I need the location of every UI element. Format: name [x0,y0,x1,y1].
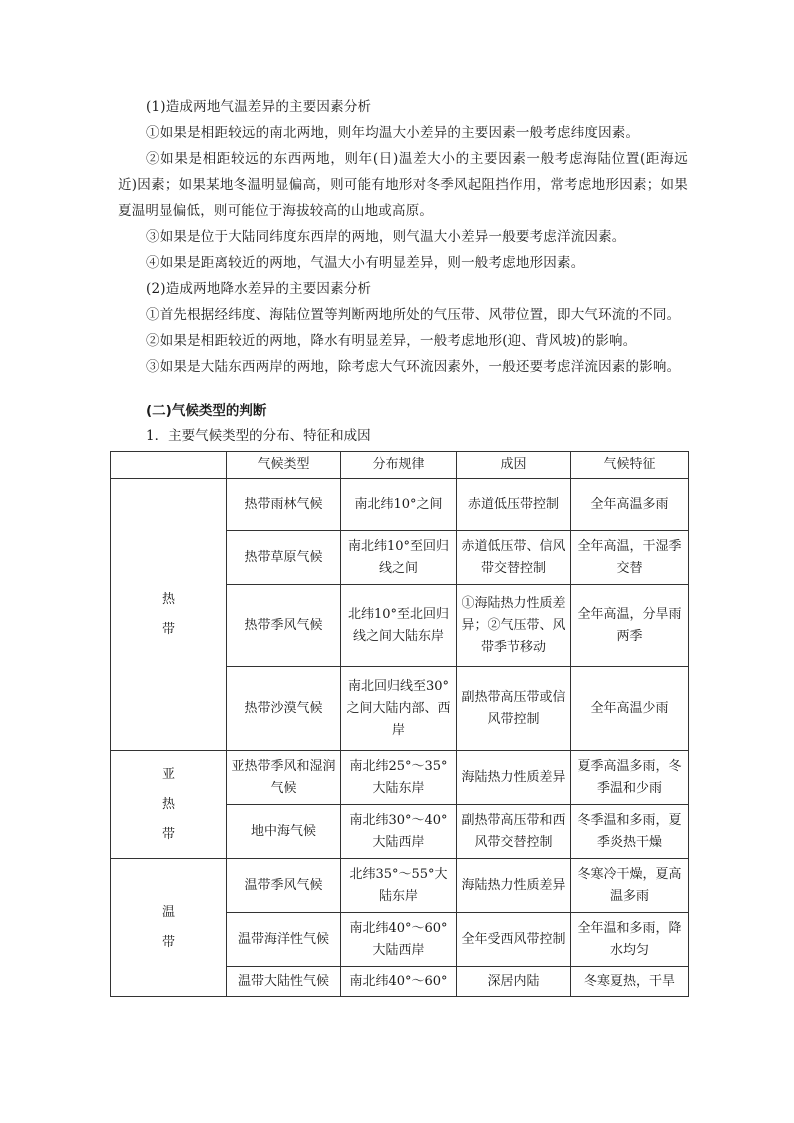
zone-temperate: 温 带 [111,859,227,997]
header-feature: 气候特征 [571,452,689,479]
paragraph-precip-2: ②如果是相距较近的两地，降水有明显差异，一般考虑地形(迎、背风坡)的影响。 [146,333,637,349]
climate-type: 热带雨林气候 [227,479,341,531]
climate-cause: 副热带高压带和西风带交替控制 [457,805,571,859]
climate-distribution: 北纬35°～55°大陆东岸 [341,859,457,913]
climate-cause: 海陆热力性质差异 [457,751,571,805]
zone-tropical: 热 带 [111,479,227,751]
table-row [111,479,689,531]
climate-distribution: 南北纬10°至回归线之间 [341,531,457,585]
climate-type: 温带海洋性气候 [227,913,341,967]
climate-distribution: 南北纬40°～60°大陆西岸 [341,913,457,967]
climate-type: 亚热带季风和湿润气候 [227,751,341,805]
climate-feature: 夏季高温多雨，冬季温和少雨 [571,751,689,805]
sub-title: 1．主要气候类型的分布、特征和成因 [146,428,371,444]
paragraph-temp-3: ③如果是位于大陆同纬度东西岸的两地，则气温大小差异一般要考虑洋流因素。 [146,229,626,245]
header-cause: 成因 [457,452,571,479]
climate-distribution: 北纬10°至北回归线之间大陆东岸 [341,585,457,667]
climate-type: 热带沙漠气候 [227,667,341,751]
climate-cause: 副热带高压带或信风带控制 [457,667,571,751]
heading-precipitation-analysis: (2)造成两地降水差异的主要因素分析 [146,281,372,297]
paragraph-temp-1: ①如果是相距较远的南北两地，则年均温大小差异的主要因素一般考虑纬度因素。 [146,125,640,141]
section-title: (二)气候类型的判断 [146,403,267,419]
climate-type: 地中海气候 [227,805,341,859]
climate-feature: 冬寒夏热，干旱 [571,967,689,997]
climate-type: 温带季风气候 [227,859,341,913]
climate-distribution: 南北纬40°～60° [341,967,457,997]
climate-type: 温带大陆性气候 [227,967,341,997]
climate-cause: ①海陆热力性质差异；②气压带、风带季节移动 [457,585,571,667]
climate-feature: 冬寒冷干燥，夏高温多雨 [571,859,689,913]
climate-cause: 赤道低压带、信风带交替控制 [457,531,571,585]
heading-temperature-analysis: (1)造成两地气温差异的主要因素分析 [146,99,372,115]
climate-cause: 赤道低压带控制 [457,479,571,531]
header-distribution: 分布规律 [341,452,457,479]
climate-type: 热带草原气候 [227,531,341,585]
climate-table [110,451,689,997]
header-zone [111,452,227,479]
table-row [111,751,689,805]
climate-feature: 全年高温，干湿季交替 [571,531,689,585]
climate-distribution: 南北纬30°～40°大陆西岸 [341,805,457,859]
climate-cause: 全年受西风带控制 [457,913,571,967]
table-row [111,859,689,913]
zone-subtropical: 亚 热 带 [111,751,227,859]
paragraph-temp-2: ②如果是相距较远的东西两地，则年(日)温差大小的主要因素一般考虑海陆位置(距海远近)因素；如果某地冬温明显偏高，则可能有地形对冬季风起阻挡作用，常考虑地形因素；如果夏温明显偏低，则可能位于海拔较高的山地或高原。 [118,151,688,219]
climate-distribution: 南北回归线至30°之间大陆内部、西岸 [341,667,457,751]
climate-distribution: 南北纬25°～35°大陆东岸 [341,751,457,805]
climate-cause: 海陆热力性质差异 [457,859,571,913]
climate-feature: 全年高温多雨 [571,479,689,531]
climate-feature: 全年高温，分旱雨两季 [571,585,689,667]
header-type: 气候类型 [227,452,341,479]
climate-cause: 深居内陆 [457,967,571,997]
climate-type: 热带季风气候 [227,585,341,667]
climate-feature: 全年高温少雨 [571,667,689,751]
paragraph-precip-1: ①首先根据经纬度、海陆位置等判断两地所处的气压带、风带位置，即大气环流的不同。 [146,307,681,323]
paragraph-temp-4: ④如果是距离较近的两地，气温大小有明显差异，则一般考虑地形因素。 [146,255,585,271]
paragraph-precip-3: ③如果是大陆东西两岸的两地，除考虑大气环流因素外，一般还要考虑洋流因素的影响。 [146,359,681,375]
climate-feature: 冬季温和多雨，夏季炎热干燥 [571,805,689,859]
climate-distribution: 南北纬10°之间 [341,479,457,531]
table-header-row [111,452,689,479]
climate-feature: 全年温和多雨，降水均匀 [571,913,689,967]
